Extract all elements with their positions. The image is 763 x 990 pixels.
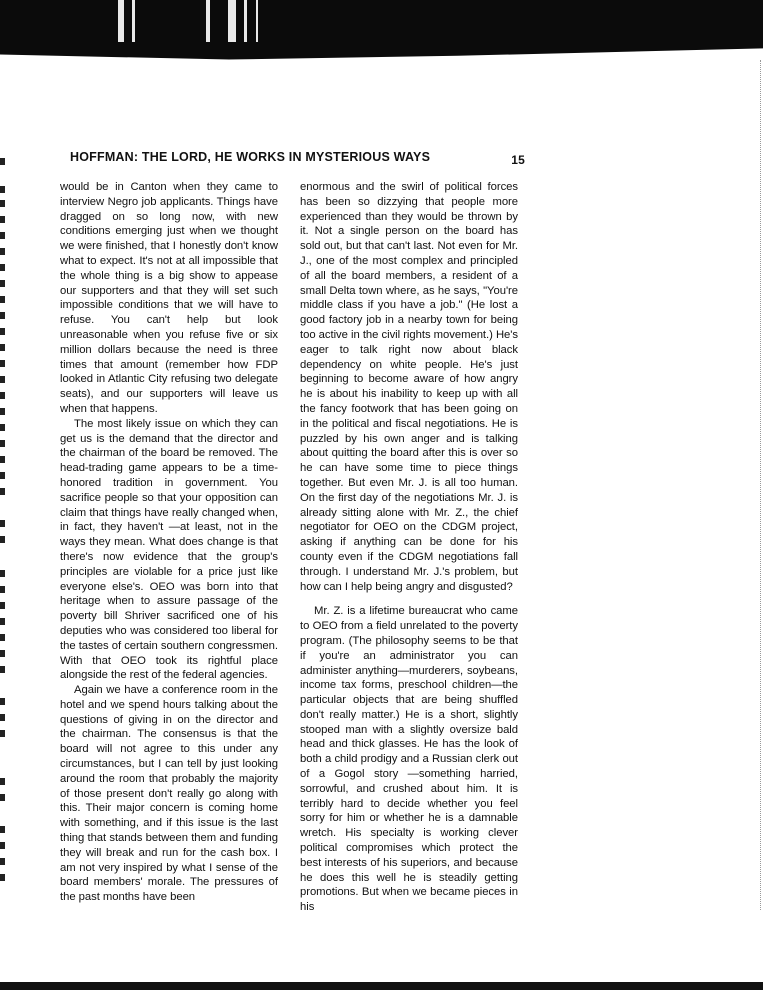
scan-edge-noise	[758, 60, 761, 910]
running-head-title: HOFFMAN: THE LORD, HE WORKS IN MYSTERIOUS WAYS	[70, 150, 431, 164]
paragraph: enormous and the swirl of political forces has been so dizzying that people more experienced than they would be thrown by it. Not a single person on the board has sold out, but that can't last. Not even for Mr. J., one of the most complex and principled of all the board members, a resident of a small Delta town where, as he says, "You're middle class if you have a job." (He lost a good factory job in a nearby town for being too active in the civil rights movement.) He's eager to talk right now about black dependency on white people. He's just beginning to become aware of how angry he is about his inability to keep up with all the fancy footwork that has been going on in the political and fiscal negotiations. He is puzzled by his own anger and is talking about quitting the board after this is over so he can have some time to piece things together. But even Mr. J. is all too human. On the first day of the negotiations Mr. J. is already sitting alone with Mr. Z., the chief negotiator for OEO on the CDGM project, asking if anything can be done for his county even if the CDGM negotiations fall through. I understand Mr. J.'s problem, but how can I help being angry and disgusted?	[300, 181, 518, 593]
scan-binding-shadow	[0, 0, 763, 62]
scan-bottom-edge	[0, 982, 763, 990]
adjacent-page-edge-marks	[0, 150, 10, 910]
paragraph: Again we have a conference room in the hotel and we spend hours talking about the questions of giving in on the director and the chairman. The consensus is that the board will not agree to this under any circumstances, but I can tell by just looking around the room that probably the majority of those present don't really go along with this. Their major concern is coming home with something, and if this issue is the last thing that stands between them and funding they will break and run for the cash box. I am not very inspired by what I sense of the board members' morale. The pressures of the past months have been	[60, 684, 278, 904]
paragraph: The most likely issue on which they can get us is the demand that the director and the chairman of the board be removed. The head-trading game appears to be a time-honored tradition in government. You sacrifice people so that your opposition can claim that things have really changed when, in fact, they haven't —at least, not in the ways they mean. What does change is that there's now evidence that the group's principles are violable for a price just like everyone else's. OEO was born into that heritage when to assure passage of the poverty bill Shriver sacrificed one of his deputies who was considered too liberal for the tastes of certain southern congressmen. With that OEO took its rightful place alongside the rest of the federal agencies.	[60, 417, 278, 682]
left-column	[60, 180, 278, 905]
running-head	[70, 148, 525, 170]
page-number: 15	[511, 153, 525, 167]
paragraph: Mr. Z. is a lifetime bureaucrat who came to OEO from a field unrelated to the poverty program. (The philosophy seems to be that if you're an administrator you can administer anything—murderers, soybeans, income tax forms, preschool children—the particular objects that are being shuffled don't really matter.) He is a short, slightly stooped man with a slightly oversize bald head and thick glasses. He has the look of both a child prodigy and a Russian clerk out of a Gogol story —something harried, sorrowful, and crushed about him. It is terribly hard to decide whether you feel sorry for him or whether he is a damnable wretch. His specialty is working clever political compromises which protect the best interests of his superiors, and because he does this well he is steadily getting promotions. But when we became pieces in his	[300, 605, 518, 914]
right-column	[300, 180, 518, 915]
paragraph: would be in Canton when they came to interview Negro job applicants. Things have dragged on so long now, with new conditions emerging just when we thought we were finished, that I honestly don't know what to expect. It's not at all impossible that the whole thing is a big show to appease our supporters and that they will set such impossible conditions that we will have to refuse. You can't help but look unreasonable when you refuse five or six million dollars because the need is three times that amount (remember how FDP looked in Atlantic City refusing two delegate seats), and our supporters will leave us when that happens.	[60, 181, 278, 415]
